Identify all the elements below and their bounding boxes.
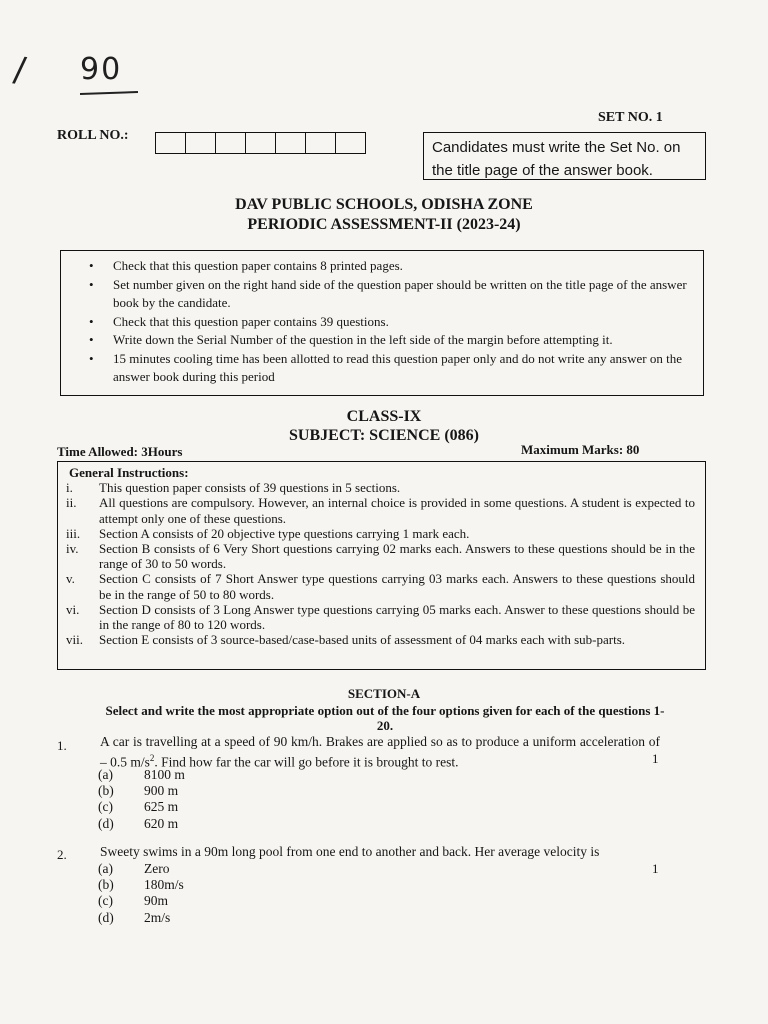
instruction-number: vii. [66,632,83,648]
instruction-number: i. [66,480,73,496]
option-label: (b) [98,877,114,893]
maximum-marks: Maximum Marks: 80 [521,442,640,457]
checklist-item: • Write down the Serial Number of the question in the left side of the margin before attempting it. [61,331,693,350]
roll-number-cell [216,133,246,153]
option [98,861,184,877]
instruction-item [66,495,695,525]
subject-heading: SUBJECT: SCIENCE (086) [289,427,479,444]
general-instructions-box [57,461,706,670]
instruction-text: All questions are compulsory. However, an internal choice is provided in some questions. A student is expected to attempt only one of these questions. [99,495,695,526]
instruction-text: Section D consists of 3 Long Answer type questions carrying 05 marks each. Answer to these questions should be in the range of 80 to 120 words. [99,601,695,633]
instruction-item [66,541,695,571]
option-text: 90m [144,893,169,909]
school-name: DAV PUBLIC SCHOOLS, ODISHA ZONE [235,196,533,213]
option [98,893,184,909]
question-2-text: Sweety swims in a 90m long pool from one end to another and back. Her average velocity is [100,844,600,859]
handwritten-underline [80,91,138,95]
option-label: (d) [98,909,114,925]
question-1-text [100,734,660,771]
option-text: 900 m [144,783,179,799]
instruction-number: iii. [66,525,81,541]
question-2-marks: 1 [652,861,659,876]
instruction-item [66,632,695,647]
option [98,767,185,783]
instruction-item [66,602,695,632]
instruction-number: v. [66,571,75,587]
option-label: (c) [98,893,113,909]
option-text: 625 m [144,799,179,815]
general-instructions-title: General Instructions: [69,465,189,480]
question-2-options [98,861,184,926]
checklist-item: • Set number given on the right hand side of the question paper should be written on the title page of the answer book by the candidate. [61,276,693,313]
instruction-text: Section A consists of 20 objective type questions carrying 1 mark each. [99,525,470,541]
instruction-text: Section C consists of 7 Short Answer type questions carrying 03 marks each. Answers to these questions should be in the range of 50 to 80 words. [99,571,695,602]
option-label: (b) [98,783,114,799]
option-label: (a) [98,767,113,782]
checklist-item: • 15 minutes cooling time has been allotted to read this question paper only and do not write any answer on the answer book during this period [61,350,693,387]
instruction-number: iv. [66,541,79,557]
question-1-text-main: A car is travelling at a speed of 90 km/h. Brakes are applied so as to produce a uniform acceleration of – 0.5 m/s [100,734,660,770]
option-text: 8100 m [144,767,185,782]
option [98,783,185,799]
question-1-text-end: . Find how far the car will go before it is brought to rest. [154,754,459,770]
instruction-item [66,480,695,495]
roll-number-grid [155,132,366,154]
handwritten-tick-mark: / [11,49,29,91]
section-a-title: SECTION-A [347,686,421,701]
option-label: (d) [98,815,114,831]
roll-number-cell [156,133,186,153]
option [98,910,184,926]
option [98,799,185,815]
checklist-item: • Check that this question paper contains 39 questions. [61,313,693,332]
set-note-line-2: the title page of the answer book. [432,162,653,179]
instruction-number: ii. [66,495,77,511]
option-label: (c) [98,799,113,815]
roll-number-cell [246,133,276,153]
set-number: SET NO. 1 [598,110,663,125]
instruction-item [66,526,695,541]
time-allowed: Time Allowed: 3Hours [57,444,183,459]
class-heading: CLASS-IX [346,408,422,425]
option-label: (a) [98,861,113,876]
question-1-superscript: 2 [149,753,155,763]
section-a-instruction: Select and write the most appropriate option out of the four options given for each of the questions 1-20. [105,703,665,733]
option [98,877,184,893]
roll-number-cell [186,133,216,153]
option [98,816,185,832]
instruction-item [66,571,695,601]
roll-number-cell [306,133,336,153]
question-2-number: 2. [57,847,67,862]
instruction-number: vi. [66,601,80,617]
option-text: 620 m [144,815,179,831]
question-1-marks: 1 [652,751,659,766]
option-text: 180m/s [144,877,184,893]
instruction-text: This question paper consists of 39 questions in 5 sections. [99,480,401,496]
instruction-text: Section B consists of 6 Very Short questions carrying 02 marks each. Answers to these questions should be in the range of 30 to 50 words. [99,541,695,572]
instruction-text: Section E consists of 3 source-based/case-based units of assessment of 04 marks each with sub-parts. [99,632,626,648]
set-number-note-box [423,132,706,180]
checklist [61,251,703,387]
roll-number-cell [276,133,306,153]
question-1-number: 1. [57,738,67,753]
assessment-name: PERIODIC ASSESSMENT-II (2023-24) [247,216,521,233]
question-1-options [98,767,185,832]
roll-number-cell [336,133,365,153]
handwritten-score: 90 [80,52,123,87]
checklist-box [60,250,704,396]
checklist-item: • Check that this question paper contains 8 printed pages. [61,257,693,276]
set-note-line-1: Candidates must write the Set No. on [432,139,681,156]
roll-number-label: ROLL NO.: [57,128,129,143]
option-text: 2m/s [144,909,171,925]
option-text: Zero [144,861,170,876]
